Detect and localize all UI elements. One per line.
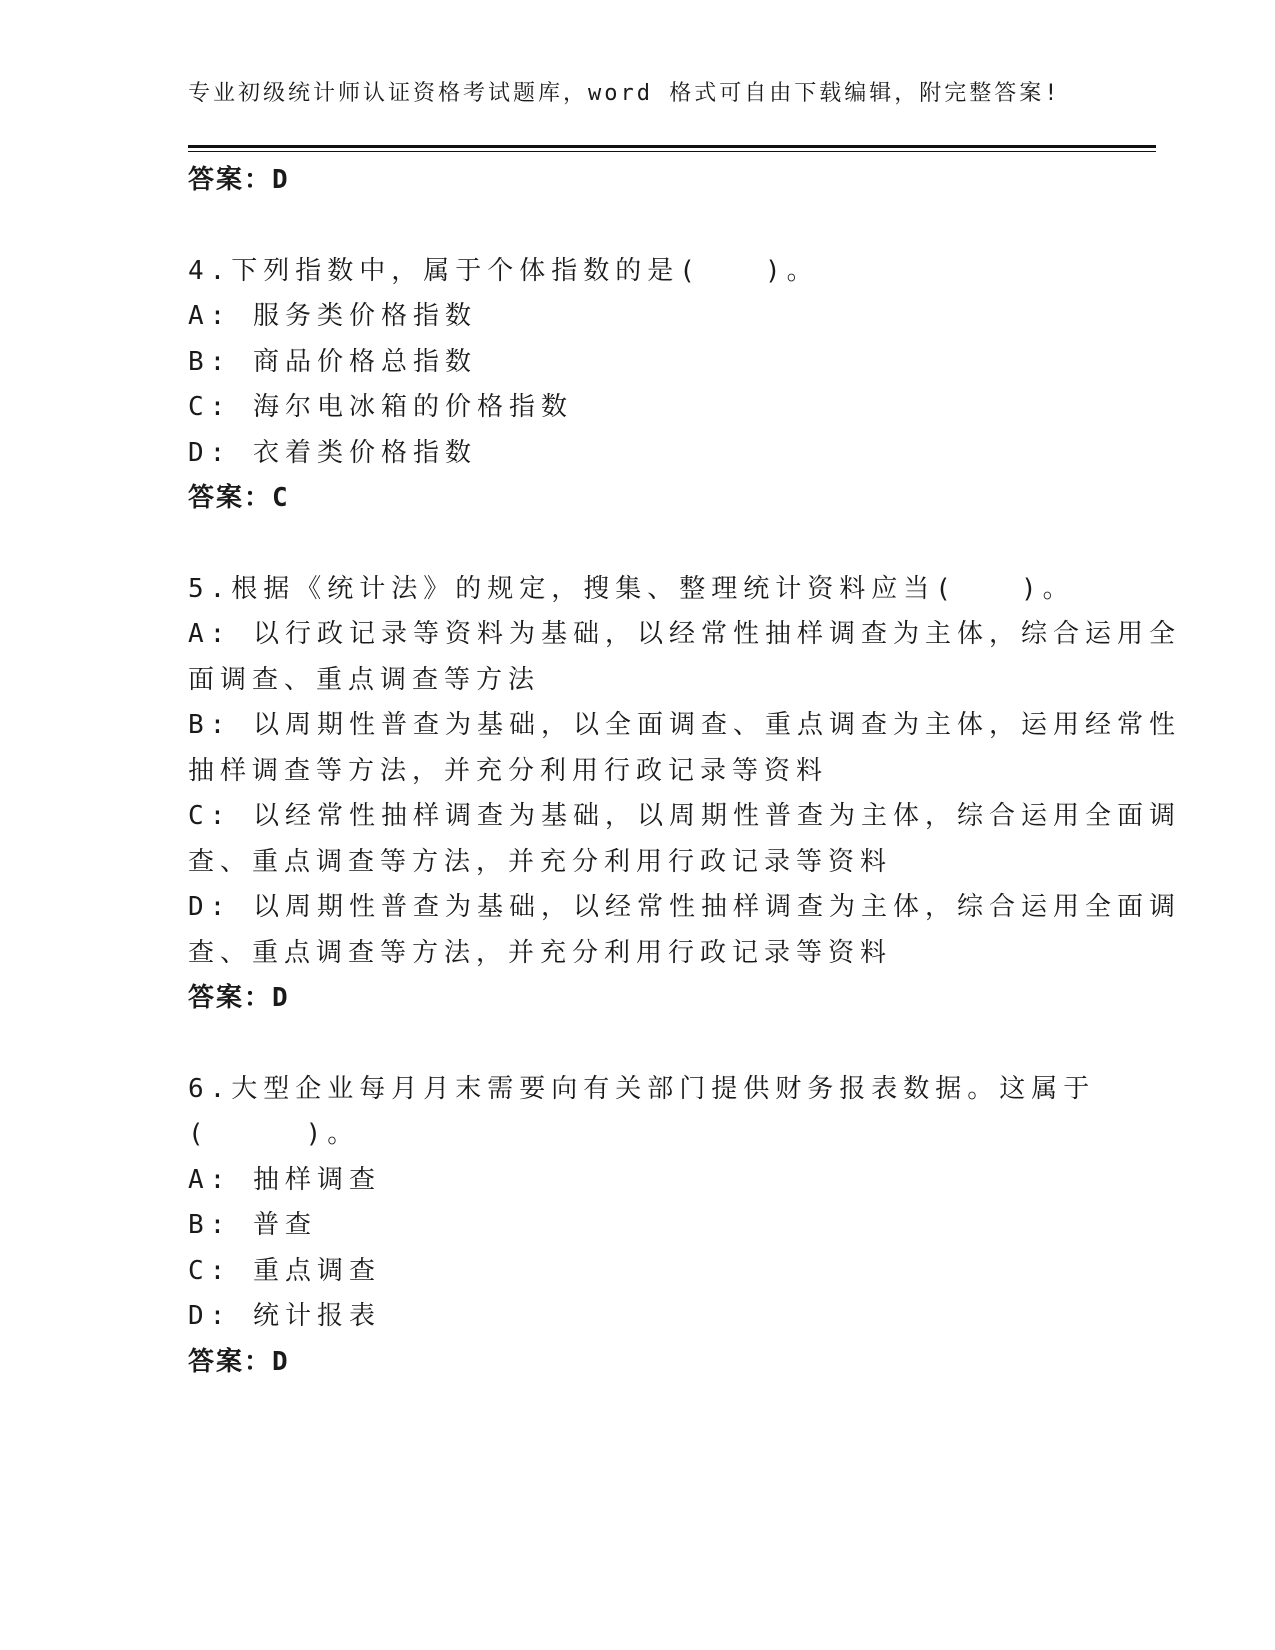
question-stem: 5.根据《统计法》的规定，搜集、整理统计资料应当( )。	[188, 573, 1075, 604]
option-b: B: 普查	[188, 1210, 317, 1240]
question-stem: 4.下列指数中，属于个体指数的是( )。	[188, 255, 819, 286]
option-b: B: 商品价格总指数	[188, 346, 477, 377]
option-c-continued: 查、重点调查等方法，并充分利用行政记录等资料	[188, 846, 893, 877]
option-a: A: 以行政记录等资料为基础，以经常性抽样调查为主体，综合运用全	[188, 619, 1181, 649]
option-c: C: 重点调查	[188, 1255, 381, 1286]
option-c: C: 以经常性抽样调查为基础，以周期性普查为主体，综合运用全面调	[188, 801, 1181, 831]
question-stem-continued: ( )。	[188, 1119, 360, 1149]
option-d: D: 衣着类价格指数	[188, 437, 477, 468]
answer: 答案：C	[188, 483, 290, 513]
question-4	[188, 249, 1088, 522]
option-c: C: 海尔电冰箱的价格指数	[188, 392, 573, 422]
option-d: D: 以周期性普查为基础，以经常性抽样调查为主体，综合运用全面调	[188, 892, 1181, 922]
answer: 答案：D	[188, 1346, 290, 1377]
previous-answer: 答案：D	[188, 165, 290, 195]
option-b: B: 以周期性普查为基础，以全面调查、重点调查为主体，运用经常性	[188, 710, 1181, 740]
option-d-continued: 查、重点调查等方法，并充分利用行政记录等资料	[188, 937, 893, 968]
question-6	[188, 1067, 1096, 1386]
question-stem: 6.大型企业每月月末需要向有关部门提供财务报表数据。这属于	[188, 1073, 1096, 1104]
document-body	[188, 158, 1181, 1385]
question-5	[188, 567, 1181, 1022]
answer: 答案：D	[188, 983, 290, 1013]
header-rule	[188, 145, 1156, 148]
option-a: A: 服务类价格指数	[188, 301, 477, 331]
header-rule-thin	[188, 151, 1156, 152]
option-a: A: 抽样调查	[188, 1164, 381, 1195]
option-b-continued: 抽样调查等方法，并充分利用行政记录等资料	[188, 755, 829, 786]
page-header: 专业初级统计师认证资格考试题库，word 格式可自由下载编辑，附完整答案!	[188, 81, 1061, 106]
option-d: D: 统计报表	[188, 1301, 381, 1331]
option-a-continued: 面调查、重点调查等方法	[188, 664, 541, 695]
